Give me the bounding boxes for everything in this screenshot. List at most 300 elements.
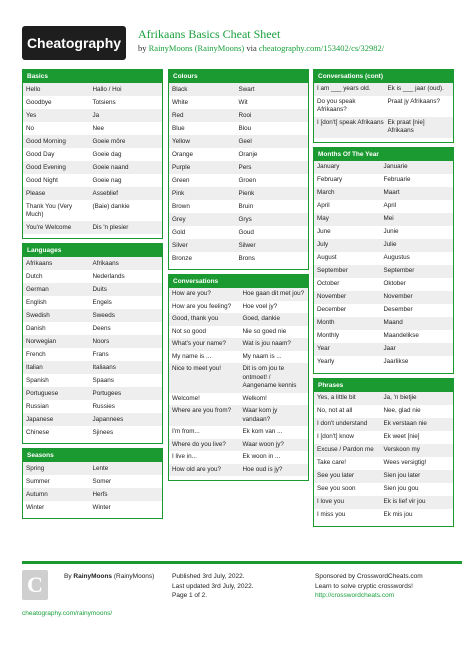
- english-term: Yes, a little bit: [317, 394, 356, 401]
- footer-author: [64, 572, 154, 582]
- table-row: [169, 135, 308, 148]
- table-row: [314, 117, 453, 138]
- avatar-letter: C: [27, 572, 43, 597]
- section-footer: [169, 265, 308, 269]
- english-term: Do you speak Afrikaans?: [317, 97, 356, 113]
- table-row: [314, 83, 453, 96]
- afrikaans-term: Sweeds: [92, 311, 115, 319]
- table-row: [314, 226, 453, 239]
- table-row: [169, 326, 308, 339]
- afrikaans-term: Verskoon my: [383, 446, 420, 453]
- sponsor-line: [315, 572, 423, 582]
- afrikaans-term: Hoe gaan dit met jou?: [242, 290, 305, 297]
- sheet-title[interactable]: Afrikaans Basics Cheat Sheet: [138, 27, 281, 41]
- english-term: I [don't] speak Afrikaans: [317, 118, 384, 126]
- table-row: [23, 322, 162, 335]
- english-term: January: [317, 163, 340, 170]
- english-term: November: [317, 293, 347, 300]
- section-title: Colours: [169, 70, 308, 83]
- section-rows: [23, 257, 162, 439]
- english-term: Winter: [26, 503, 45, 511]
- table-row: [23, 413, 162, 426]
- table-row: [169, 426, 308, 439]
- table-row: [314, 187, 453, 200]
- section-footer: [23, 234, 162, 238]
- table-row: [314, 418, 453, 431]
- english-term: July: [317, 241, 329, 248]
- section-title: Seasons: [23, 449, 162, 462]
- afrikaans-term: Desember: [383, 306, 413, 313]
- afrikaans-term: Waar woon jy?: [242, 440, 284, 448]
- english-term: Spring: [26, 464, 45, 472]
- footer-sponsor: [315, 572, 423, 601]
- afrikaans-term: Jaar: [383, 345, 396, 352]
- table-row: [169, 252, 308, 265]
- afrikaans-term: Afrikaans: [92, 259, 119, 267]
- table-row: [169, 239, 308, 252]
- table-row: [314, 213, 453, 226]
- page-number: Page 1 of 2.: [172, 592, 208, 599]
- english-term: Portuguese: [26, 389, 59, 397]
- cheatography-logo[interactable]: Cheatography: [22, 26, 126, 60]
- table-row: [23, 174, 162, 187]
- english-term: I live in...: [172, 453, 197, 460]
- table-row: [23, 283, 162, 296]
- english-term: No: [26, 124, 35, 132]
- section-rows: [314, 161, 453, 369]
- english-term: Black: [172, 85, 188, 93]
- english-term: See you later: [317, 472, 355, 479]
- english-term: What's your name?: [172, 340, 227, 347]
- english-term: Hello: [26, 85, 41, 93]
- table-row: [23, 462, 162, 475]
- english-term: Good Evening: [26, 163, 66, 171]
- english-term: Green: [172, 176, 190, 184]
- afrikaans-term: Praat jy Afrikaans?: [387, 97, 440, 105]
- column-2: [168, 69, 309, 485]
- table-row: [169, 83, 308, 96]
- afrikaans-term: Herfs: [92, 490, 108, 498]
- section-title: Languages: [23, 244, 162, 257]
- english-term: Where are you from?: [172, 407, 232, 414]
- table-row: [169, 96, 308, 109]
- english-term: Russian: [26, 402, 49, 410]
- afrikaans-term: Japannees: [92, 415, 124, 423]
- table-row: [314, 278, 453, 291]
- section-rows: [23, 462, 162, 514]
- table-row: [23, 501, 162, 514]
- published-date: Published 3rd July, 2022.: [172, 573, 245, 580]
- afrikaans-term: Ek weet [nie]: [383, 433, 420, 440]
- afrikaans-term: Ek woon in ...: [242, 453, 281, 460]
- afrikaans-term: Hoe oud is jy?: [242, 465, 283, 473]
- afrikaans-term: Somer: [92, 477, 112, 485]
- english-term: Goodbye: [26, 98, 52, 106]
- section-rows: [314, 83, 453, 138]
- afrikaans-term: Dis 'n plesier: [92, 223, 129, 231]
- afrikaans-term: Goeie môre: [92, 137, 126, 145]
- afrikaans-term: Nederlands: [92, 272, 125, 280]
- afrikaans-term: (Baie) dankie: [92, 202, 130, 210]
- english-term: Year: [317, 345, 330, 352]
- english-term: April: [317, 202, 330, 209]
- english-term: Silver: [172, 241, 188, 249]
- english-term: You're Welcome: [26, 223, 72, 231]
- table-row: [169, 174, 308, 187]
- afrikaans-term: Grys: [238, 215, 252, 223]
- afrikaans-term: Blou: [238, 124, 252, 132]
- afrikaans-term: Italiaans: [92, 363, 116, 371]
- column-3: [313, 69, 454, 531]
- section-rows: [169, 83, 308, 265]
- afrikaans-term: Winter: [92, 503, 111, 511]
- table-row: [314, 356, 453, 369]
- column-1: [22, 69, 163, 523]
- english-term: I don't understand: [317, 420, 368, 427]
- english-term: Grey: [172, 215, 186, 223]
- afrikaans-term: September: [383, 267, 415, 274]
- afrikaans-term: Engels: [92, 298, 112, 306]
- table-row: [23, 161, 162, 174]
- english-term: Month: [317, 319, 335, 326]
- english-term: Orange: [172, 150, 194, 158]
- afrikaans-term: Maandelikse: [383, 332, 419, 339]
- afrikaans-term: Sien jou gou: [383, 485, 419, 492]
- table-row: [314, 265, 453, 278]
- english-term: Welcome!: [172, 394, 200, 402]
- afrikaans-term: Februarie: [383, 176, 411, 183]
- afrikaans-term: Ek is ___ jaar (oud).: [387, 85, 444, 92]
- section-conversations: [168, 274, 309, 481]
- afrikaans-term: Pers: [238, 163, 252, 171]
- afrikaans-term: Hoe voel jy?: [242, 302, 278, 310]
- footer-by: By: [64, 573, 72, 580]
- footer-author-link[interactable]: cheatography.com/rainymoons/: [22, 610, 113, 617]
- afrikaans-term: Pienk: [238, 189, 255, 197]
- section-footer: [314, 138, 453, 142]
- afrikaans-term: Maart: [383, 189, 400, 196]
- footer-author-name[interactable]: RainyMoons: [73, 573, 113, 580]
- section-phrases: [313, 378, 454, 527]
- section-title: Months Of The Year: [314, 148, 453, 161]
- english-term: How are you?: [172, 290, 211, 297]
- afrikaans-term: Ek kom van ...: [242, 428, 283, 435]
- english-term: Autumn: [26, 490, 48, 498]
- afrikaans-term: Nee, glad nie: [383, 407, 421, 414]
- afrikaans-term: April: [383, 202, 397, 209]
- section-title: Phrases: [314, 379, 453, 392]
- table-row: [169, 148, 308, 161]
- afrikaans-term: Ek verstaan nie: [383, 420, 427, 427]
- afrikaans-term: Swart: [238, 85, 255, 93]
- table-row: [23, 348, 162, 361]
- afrikaans-term: Asseblief: [92, 189, 119, 197]
- english-term: Good, thank you: [172, 315, 219, 322]
- english-term: Take care!: [317, 459, 347, 466]
- table-row: [314, 161, 453, 174]
- english-term: Good Day: [26, 150, 55, 158]
- table-row: [314, 317, 453, 330]
- table-row: [23, 96, 162, 109]
- english-term: Bronze: [172, 254, 192, 262]
- table-row: [23, 122, 162, 135]
- table-row: [23, 187, 162, 200]
- english-term: See you soon: [317, 485, 356, 492]
- table-row: [23, 200, 162, 221]
- author-link[interactable]: RainyMoons (RainyMoons): [148, 43, 245, 53]
- page-header: [22, 26, 462, 66]
- table-row: [23, 83, 162, 96]
- table-row: [169, 451, 308, 464]
- table-row: [23, 309, 162, 322]
- table-row: [314, 483, 453, 496]
- section-footer: [23, 514, 162, 518]
- afrikaans-term: Frans: [92, 350, 109, 358]
- afrikaans-term: Duits: [92, 285, 107, 293]
- page-footer: [22, 561, 462, 633]
- table-row: [314, 174, 453, 187]
- sponsor-prefix: Sponsored by: [315, 573, 356, 580]
- afrikaans-term: Ek mis jou: [383, 511, 413, 518]
- english-term: German: [26, 285, 49, 293]
- section-footer: [314, 369, 453, 373]
- table-row: [23, 374, 162, 387]
- table-row: [169, 226, 308, 239]
- english-term: Danish: [26, 324, 46, 332]
- table-row: [169, 213, 308, 226]
- afrikaans-term: Portugees: [92, 389, 122, 397]
- table-row: [23, 426, 162, 439]
- english-term: I'm from...: [172, 428, 200, 435]
- byline-via: via: [246, 43, 257, 53]
- afrikaans-term: Lente: [92, 464, 109, 472]
- table-row: [314, 304, 453, 317]
- table-row: [314, 470, 453, 483]
- english-term: October: [317, 280, 340, 287]
- english-term: Brown: [172, 202, 190, 210]
- english-term: I love you: [317, 498, 344, 505]
- afrikaans-term: Oranje: [238, 150, 258, 158]
- table-row: [169, 363, 308, 393]
- footer-dates: [172, 572, 254, 601]
- table-row: [314, 431, 453, 444]
- section-seasons: [22, 448, 163, 519]
- section-rows: [314, 392, 453, 522]
- english-term: My name is ...: [172, 352, 212, 360]
- section-footer: [314, 522, 453, 526]
- english-term: Japanese: [26, 415, 54, 423]
- english-term: Good Night: [26, 176, 58, 184]
- table-row: [314, 343, 453, 356]
- section-footer: [23, 439, 162, 443]
- english-term: Where do you live?: [172, 440, 226, 448]
- table-row: [169, 313, 308, 326]
- table-row: [314, 496, 453, 509]
- english-term: August: [317, 254, 337, 261]
- table-row: [169, 439, 308, 452]
- afrikaans-term: Maand: [383, 319, 403, 326]
- english-term: Spanish: [26, 376, 49, 384]
- table-row: [23, 270, 162, 283]
- english-term: How old are you?: [172, 465, 222, 473]
- english-term: Yes: [26, 111, 37, 119]
- table-row: [169, 351, 308, 364]
- afrikaans-term: Wit: [238, 98, 248, 106]
- table-row: [23, 109, 162, 122]
- afrikaans-term: Deens: [92, 324, 111, 332]
- section-title: Conversations (cont): [314, 70, 453, 83]
- table-row: [23, 221, 162, 234]
- afrikaans-term: Goeie naand: [92, 163, 129, 171]
- table-row: [23, 475, 162, 488]
- english-term: Swedish: [26, 311, 50, 319]
- afrikaans-term: November: [383, 293, 413, 300]
- afrikaans-term: Totsiens: [92, 98, 116, 106]
- afrikaans-term: Sien jou later: [383, 472, 421, 479]
- section-colours: [168, 69, 309, 270]
- english-term: Italian: [26, 363, 43, 371]
- table-row: [169, 161, 308, 174]
- table-row: [23, 387, 162, 400]
- table-row: [314, 444, 453, 457]
- english-term: Nice to meet you!: [172, 365, 221, 372]
- english-term: Monthly: [317, 332, 340, 339]
- english-term: Afrikaans: [26, 259, 53, 267]
- afrikaans-term: Wat is jou naam?: [242, 340, 291, 347]
- table-row: [169, 405, 308, 426]
- table-row: [23, 335, 162, 348]
- sponsor-name[interactable]: CrosswordCheats.com: [356, 573, 423, 580]
- afrikaans-term: Jaarlikse: [383, 358, 409, 365]
- english-term: Pink: [172, 189, 185, 197]
- sponsor-url[interactable]: http://crosswordcheats.com: [315, 592, 395, 599]
- afrikaans-term: Silwer: [238, 241, 256, 249]
- afrikaans-term: Sjinees: [92, 428, 114, 436]
- afrikaans-term: My naam is ...: [242, 352, 282, 360]
- table-row: [314, 392, 453, 405]
- afrikaans-term: Groen: [238, 176, 257, 184]
- afrikaans-term: Ek praat [nie] Afrikaans: [387, 118, 425, 134]
- section-months-of-the-year: [313, 147, 454, 374]
- table-row: [169, 200, 308, 213]
- english-term: December: [317, 306, 347, 313]
- english-term: Thank You (Very Much): [26, 202, 73, 218]
- table-row: [169, 393, 308, 406]
- table-row: [314, 405, 453, 418]
- table-row: [169, 338, 308, 351]
- section-rows: [23, 83, 162, 234]
- table-row: [314, 509, 453, 522]
- english-term: Not so good: [172, 327, 206, 335]
- sponsor-text: Learn to solve cryptic crosswords!: [315, 582, 413, 590]
- table-row: [169, 301, 308, 314]
- english-term: English: [26, 298, 47, 306]
- title-block: [138, 26, 468, 54]
- english-term: March: [317, 189, 335, 196]
- afrikaans-term: Augustus: [383, 254, 410, 261]
- english-term: September: [317, 267, 348, 274]
- english-term: French: [26, 350, 46, 358]
- table-row: [314, 200, 453, 213]
- table-row: [23, 400, 162, 413]
- afrikaans-term: Oktober: [383, 280, 406, 287]
- table-row: [314, 330, 453, 343]
- english-term: Chinese: [26, 428, 50, 436]
- english-term: June: [317, 228, 331, 235]
- afrikaans-term: Russies: [92, 402, 115, 410]
- english-term: Gold: [172, 228, 186, 236]
- table-row: [169, 288, 308, 301]
- afrikaans-term: Januarie: [383, 163, 408, 170]
- updated-date: Last updated 3rd July, 2022.: [172, 582, 254, 590]
- table-row: [23, 148, 162, 161]
- afrikaans-term: Welkom!: [242, 394, 267, 402]
- table-row: [169, 109, 308, 122]
- section-basics: [22, 69, 163, 239]
- table-row: [314, 291, 453, 304]
- afrikaans-term: Rooi: [238, 111, 252, 119]
- english-term: Yellow: [172, 137, 190, 145]
- english-term: White: [172, 98, 189, 106]
- table-row: [314, 252, 453, 265]
- afrikaans-term: Nee: [92, 124, 105, 132]
- afrikaans-term: Wees versigtig!: [383, 459, 427, 466]
- english-term: No, not at all: [317, 407, 353, 414]
- english-term: Dutch: [26, 272, 43, 280]
- afrikaans-term: Noors: [92, 337, 110, 345]
- english-term: Blue: [172, 124, 185, 132]
- table-row: [23, 135, 162, 148]
- afrikaans-term: Brons: [238, 254, 255, 262]
- afrikaans-term: Mei: [383, 215, 394, 222]
- english-term: I miss you: [317, 511, 346, 518]
- afrikaans-term: Geel: [238, 137, 252, 145]
- english-term: How are you feeling?: [172, 302, 232, 310]
- table-row: [23, 257, 162, 270]
- english-term: Summer: [26, 477, 50, 485]
- english-term: Please: [26, 189, 46, 197]
- table-row: [169, 464, 308, 477]
- english-term: Purple: [172, 163, 191, 171]
- afrikaans-term: Waar kom jy vandaan?: [242, 407, 278, 423]
- afrikaans-term: Goeie dag: [92, 150, 122, 158]
- section-rows: [169, 288, 308, 476]
- table-row: [23, 361, 162, 374]
- section-title: Basics: [23, 70, 162, 83]
- afrikaans-term: Goeie nag: [92, 176, 122, 184]
- table-row: [314, 96, 453, 117]
- afrikaans-term: Spaans: [92, 376, 114, 384]
- english-term: Norwegian: [26, 337, 57, 345]
- byline-by: by: [138, 43, 147, 53]
- section-conversations-cont: [313, 69, 454, 143]
- footer-author-rest: (RainyMoons): [113, 573, 155, 580]
- afrikaans-term: Dit is om jou te ontmoet! / Aangename kennis: [242, 365, 297, 389]
- afrikaans-term: Junie: [383, 228, 399, 235]
- sheet-url-link[interactable]: cheatography.com/153402/cs/32982/: [258, 43, 385, 53]
- table-row: [23, 296, 162, 309]
- afrikaans-term: Goed, dankie: [242, 315, 280, 322]
- section-title: Conversations: [169, 275, 308, 288]
- english-term: Red: [172, 111, 184, 119]
- table-row: [314, 457, 453, 470]
- english-term: February: [317, 176, 343, 183]
- english-term: May: [317, 215, 329, 222]
- byline: [138, 42, 468, 54]
- section-languages: [22, 243, 163, 444]
- afrikaans-term: Ek is lief vir jou: [383, 498, 426, 505]
- english-term: I [don't] know: [317, 433, 354, 440]
